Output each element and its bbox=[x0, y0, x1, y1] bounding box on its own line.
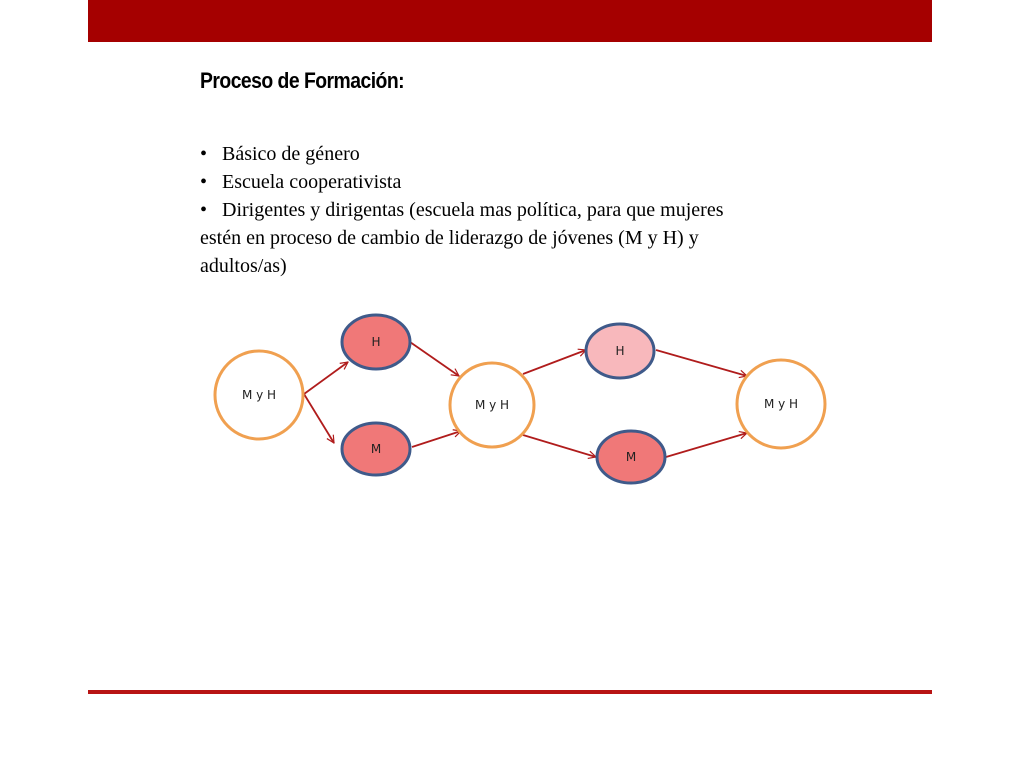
bullet-text: Dirigentes y dirigentas (escuela mas política, para que mujeres bbox=[222, 199, 724, 221]
diagram-node bbox=[342, 423, 410, 475]
bullet-continuation: adultos/as) bbox=[200, 255, 287, 277]
edge-n6-n7 bbox=[666, 433, 747, 457]
edge-n3-n4 bbox=[412, 431, 461, 447]
node-label: H bbox=[615, 344, 625, 358]
edge-n1-n3 bbox=[304, 394, 334, 443]
edge-n2-n4 bbox=[410, 342, 459, 376]
node-label: M y H bbox=[763, 397, 799, 411]
diagram-node bbox=[450, 363, 534, 447]
node-label: M bbox=[370, 442, 382, 456]
diagram-node bbox=[597, 431, 665, 483]
node-label: M y H bbox=[241, 388, 277, 402]
node-label: H bbox=[371, 335, 381, 349]
diagram-node bbox=[342, 315, 410, 369]
edge-n5-n7 bbox=[656, 350, 747, 376]
bullet-marker: • bbox=[200, 171, 208, 193]
bullet-marker: • bbox=[200, 199, 208, 221]
bottom-divider-line bbox=[88, 690, 932, 694]
diagram-node bbox=[737, 360, 825, 448]
edge-n1-n2 bbox=[304, 362, 348, 394]
bullet-continuation: estén en proceso de cambio de liderazgo de jóvenes (M y H) y bbox=[200, 227, 699, 249]
edge-n4-n5 bbox=[523, 350, 586, 374]
node-label: M bbox=[625, 450, 637, 464]
edge-n4-n6 bbox=[523, 435, 596, 457]
diagram-node bbox=[586, 324, 654, 378]
node-label: M y H bbox=[474, 398, 510, 412]
bullet-text: Escuela cooperativista bbox=[222, 171, 402, 193]
bullet-text: Básico de género bbox=[222, 143, 360, 165]
diagram-node bbox=[215, 351, 303, 439]
slide-title: Proceso de Formación: bbox=[200, 68, 405, 93]
bullet-marker: • bbox=[200, 143, 208, 165]
